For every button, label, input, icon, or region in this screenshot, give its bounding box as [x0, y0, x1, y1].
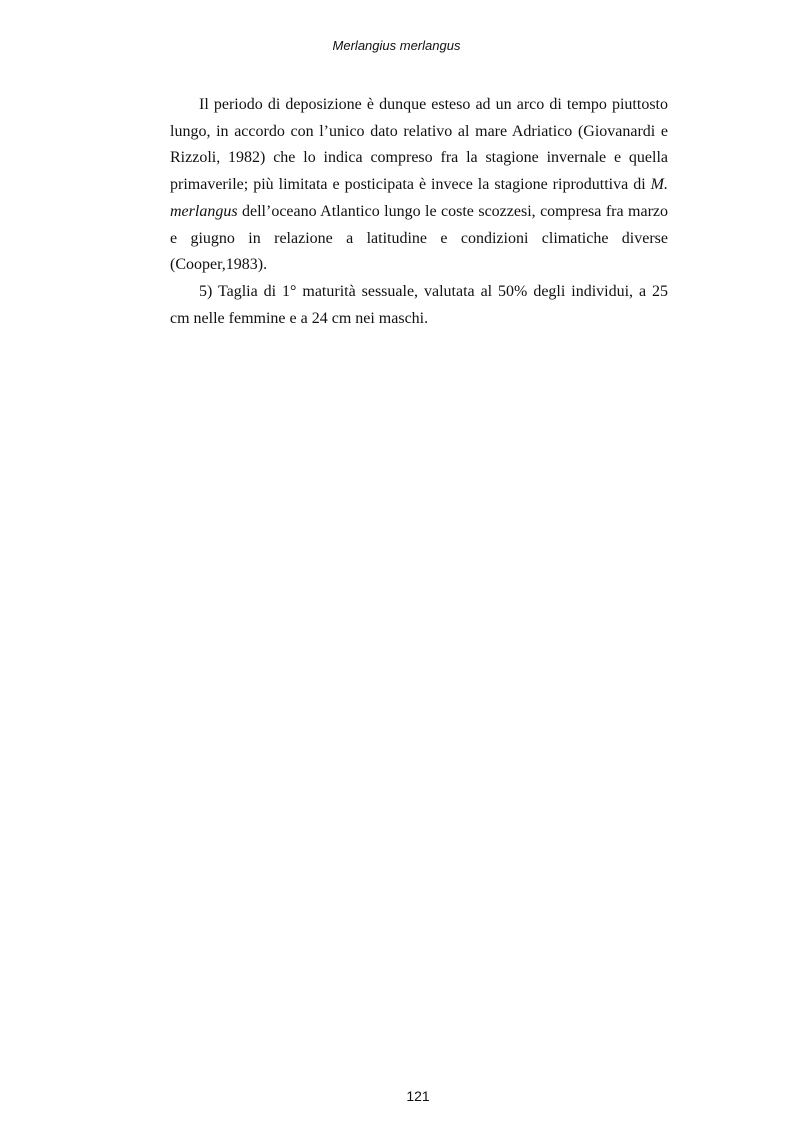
page-number: 121	[406, 1088, 430, 1104]
paragraph-text-part-1: Il periodo di deposizione è dunque esteso ad un arco di tempo piuttosto lungo, in accordo con l’unico dato relativo al mare Adriatico (Giovanardi e Rizzoli, 1982) che lo indica compreso fra la stagione invernale e quella primaverile; più limitata e posticipata è invece la stagione riproduttiva di	[170, 96, 668, 194]
paragraph-maturity-size: 5) Taglia di 1° maturità sessuale, valutata al 50% degli individui, a 25 cm nelle femmine e a 24 cm nei maschi.	[170, 282, 668, 327]
paragraph-deposition-period	[170, 92, 668, 279]
running-header: Merlangius merlangus	[332, 38, 461, 53]
body-text	[170, 92, 668, 332]
paragraph-text-part-2: dell’oceano Atlantico lungo le coste scozzesi, compresa fra marzo e giugno in relazione a latitudine e condizioni climatiche diverse (Cooper,1983).	[170, 202, 668, 274]
species-name-italic: M. merlangus	[170, 176, 668, 220]
